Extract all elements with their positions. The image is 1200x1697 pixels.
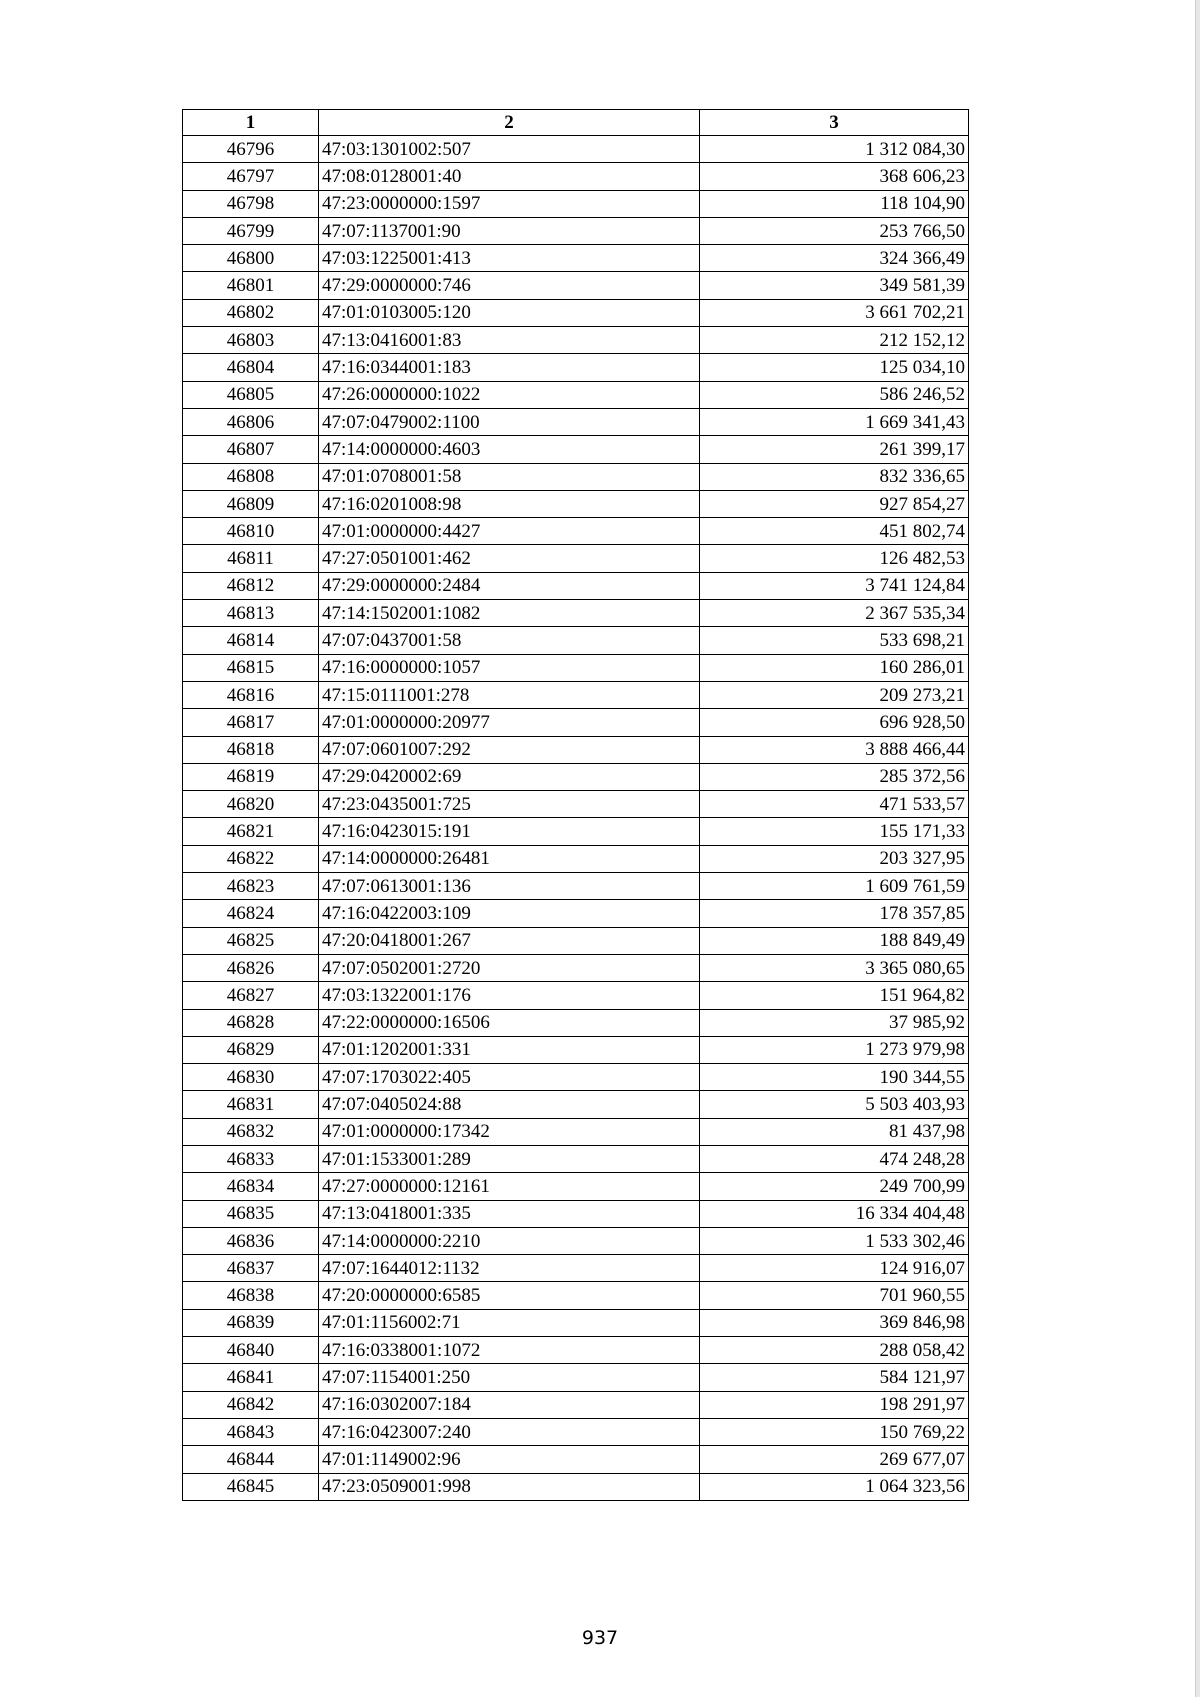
cadastral-value-cell: 150 769,22: [700, 1418, 969, 1445]
cadastral-number-cell: 47:07:1644012:1132: [319, 1255, 700, 1282]
table-row: [183, 490, 969, 517]
table-row: [183, 654, 969, 681]
cadastral-number-cell: 47:23:0509001:998: [319, 1473, 700, 1500]
cadastral-value-cell: 1 609 761,59: [700, 873, 969, 900]
page-edge: [1195, 0, 1200, 1697]
cadastral-number-cell: 47:07:0613001:136: [319, 873, 700, 900]
cadastral-number-cell: 47:14:0000000:2210: [319, 1227, 700, 1254]
cadastral-value-cell: 118 104,90: [700, 190, 969, 217]
table-row: [183, 245, 969, 272]
row-number-cell: 46797: [183, 163, 319, 190]
row-number-cell: 46815: [183, 654, 319, 681]
row-number-cell: 46808: [183, 463, 319, 490]
table-row: [183, 1473, 969, 1500]
row-number-cell: 46835: [183, 1200, 319, 1227]
cadastral-number-cell: 47:03:1301002:507: [319, 136, 700, 163]
table-row: [183, 1255, 969, 1282]
row-number-cell: 46812: [183, 572, 319, 599]
cadastral-number-cell: 47:22:0000000:16506: [319, 1009, 700, 1036]
row-number-cell: 46830: [183, 1064, 319, 1091]
table-row: [183, 1200, 969, 1227]
cadastral-number-cell: 47:01:0000000:4427: [319, 518, 700, 545]
cadastral-value-cell: 584 121,97: [700, 1364, 969, 1391]
cadastral-number-cell: 47:14:0000000:4603: [319, 436, 700, 463]
cadastral-number-cell: 47:20:0000000:6585: [319, 1282, 700, 1309]
table-row: [183, 190, 969, 217]
row-number-cell: 46798: [183, 190, 319, 217]
page-number: 937: [581, 1627, 619, 1649]
cadastral-value-cell: 269 677,07: [700, 1446, 969, 1473]
table-row: [183, 1118, 969, 1145]
row-number-cell: 46811: [183, 545, 319, 572]
row-number-cell: 46818: [183, 736, 319, 763]
cadastral-value-cell: 261 399,17: [700, 436, 969, 463]
row-number-cell: 46836: [183, 1227, 319, 1254]
cadastral-number-cell: 47:13:0418001:335: [319, 1200, 700, 1227]
table-row: [183, 954, 969, 981]
cadastral-number-cell: 47:07:0479002:1100: [319, 408, 700, 435]
row-number-cell: 46821: [183, 818, 319, 845]
cadastral-value-cell: 160 286,01: [700, 654, 969, 681]
cadastral-value-cell: 324 366,49: [700, 245, 969, 272]
row-number-cell: 46810: [183, 518, 319, 545]
table-row: [183, 299, 969, 326]
cadastral-value-cell: 151 964,82: [700, 982, 969, 1009]
row-number-cell: 46822: [183, 845, 319, 872]
table-row: [183, 1009, 969, 1036]
cadastral-number-cell: 47:01:0000000:17342: [319, 1118, 700, 1145]
table-row: [183, 1064, 969, 1091]
cadastral-value-cell: 212 152,12: [700, 327, 969, 354]
cadastral-number-cell: 47:27:0501001:462: [319, 545, 700, 572]
row-number-cell: 46819: [183, 763, 319, 790]
cadastral-value-cell: 2 367 535,34: [700, 600, 969, 627]
table-row: [183, 818, 969, 845]
cadastral-value-cell: 369 846,98: [700, 1309, 969, 1336]
cadastral-value-cell: 155 171,33: [700, 818, 969, 845]
cadastral-value-cell: 16 334 404,48: [700, 1200, 969, 1227]
row-number-cell: 46820: [183, 791, 319, 818]
cadastral-number-cell: 47:01:0000000:20977: [319, 709, 700, 736]
column-header-1: 1: [183, 110, 319, 136]
cadastral-number-cell: 47:01:1149002:96: [319, 1446, 700, 1473]
row-number-cell: 46837: [183, 1255, 319, 1282]
table-row: [183, 1337, 969, 1364]
row-number-cell: 46800: [183, 245, 319, 272]
cadastral-value-cell: 1 273 979,98: [700, 1036, 969, 1063]
cadastral-value-cell: 1 533 302,46: [700, 1227, 969, 1254]
cadastral-number-cell: 47:07:1703022:405: [319, 1064, 700, 1091]
cadastral-number-cell: 47:07:0405024:88: [319, 1091, 700, 1118]
table-row: [183, 1418, 969, 1445]
cadastral-value-cell: 474 248,28: [700, 1145, 969, 1172]
row-number-cell: 46814: [183, 627, 319, 654]
cadastral-number-cell: 47:07:1137001:90: [319, 217, 700, 244]
cadastral-number-cell: 47:14:0000000:26481: [319, 845, 700, 872]
cadastral-number-cell: 47:03:1322001:176: [319, 982, 700, 1009]
cadastral-number-cell: 47:26:0000000:1022: [319, 381, 700, 408]
cadastral-value-cell: 832 336,65: [700, 463, 969, 490]
cadastral-number-cell: 47:13:0416001:83: [319, 327, 700, 354]
table-row: [183, 709, 969, 736]
row-number-cell: 46832: [183, 1118, 319, 1145]
table-row: [183, 627, 969, 654]
table-body: [183, 136, 969, 1501]
cadastral-value-cell: 253 766,50: [700, 217, 969, 244]
row-number-cell: 46824: [183, 900, 319, 927]
cadastral-number-cell: 47:01:1533001:289: [319, 1145, 700, 1172]
table-row: [183, 518, 969, 545]
cadastral-number-cell: 47:23:0435001:725: [319, 791, 700, 818]
row-number-cell: 46802: [183, 299, 319, 326]
table-row: [183, 572, 969, 599]
row-number-cell: 46831: [183, 1091, 319, 1118]
table-row: [183, 1036, 969, 1063]
row-number-cell: 46828: [183, 1009, 319, 1036]
cadastral-number-cell: 47:27:0000000:12161: [319, 1173, 700, 1200]
table-row: [183, 217, 969, 244]
table-row: [183, 354, 969, 381]
cadastral-number-cell: 47:16:0423007:240: [319, 1418, 700, 1445]
row-number-cell: 46842: [183, 1391, 319, 1418]
cadastral-number-cell: 47:01:1202001:331: [319, 1036, 700, 1063]
cadastral-value-cell: 124 916,07: [700, 1255, 969, 1282]
table-row: [183, 381, 969, 408]
cadastral-number-cell: 47:23:0000000:1597: [319, 190, 700, 217]
cadastral-number-cell: 47:03:1225001:413: [319, 245, 700, 272]
row-number-cell: 46807: [183, 436, 319, 463]
table-row: [183, 1391, 969, 1418]
table-row: [183, 873, 969, 900]
cadastral-number-cell: 47:01:0708001:58: [319, 463, 700, 490]
table-row: [183, 545, 969, 572]
cadastral-value-cell: 178 357,85: [700, 900, 969, 927]
cadastral-value-cell: 701 960,55: [700, 1282, 969, 1309]
cadastral-value-cell: 927 854,27: [700, 490, 969, 517]
cadastral-value-cell: 288 058,42: [700, 1337, 969, 1364]
table-row: [183, 163, 969, 190]
cadastral-number-cell: 47:14:1502001:1082: [319, 600, 700, 627]
row-number-cell: 46838: [183, 1282, 319, 1309]
table-row: [183, 136, 969, 163]
cadastral-value-cell: 81 437,98: [700, 1118, 969, 1145]
cadastral-value-cell: 285 372,56: [700, 763, 969, 790]
cadastral-number-cell: 47:08:0128001:40: [319, 163, 700, 190]
table-row: [183, 1227, 969, 1254]
row-number-cell: 46813: [183, 600, 319, 627]
cadastral-value-cell: 696 928,50: [700, 709, 969, 736]
row-number-cell: 46816: [183, 681, 319, 708]
row-number-cell: 46833: [183, 1145, 319, 1172]
table-row: [183, 982, 969, 1009]
cadastral-value-cell: 5 503 403,93: [700, 1091, 969, 1118]
cadastral-value-cell: 471 533,57: [700, 791, 969, 818]
cadastral-value-cell: 209 273,21: [700, 681, 969, 708]
table-row: [183, 736, 969, 763]
cadastral-value-cell: 3 741 124,84: [700, 572, 969, 599]
row-number-cell: 46823: [183, 873, 319, 900]
cadastral-value-cell: 126 482,53: [700, 545, 969, 572]
cadastral-value-cell: 3 365 080,65: [700, 954, 969, 981]
table-row: [183, 463, 969, 490]
cadastral-number-cell: 47:16:0344001:183: [319, 354, 700, 381]
cadastral-number-cell: 47:16:0338001:1072: [319, 1337, 700, 1364]
table-row: [183, 927, 969, 954]
table-row: [183, 763, 969, 790]
cadastral-value-cell: 3 661 702,21: [700, 299, 969, 326]
cadastral-number-cell: 47:07:0601007:292: [319, 736, 700, 763]
cadastral-value-cell: 451 802,74: [700, 518, 969, 545]
cadastral-value-cell: 368 606,23: [700, 163, 969, 190]
cadastral-value-cell: 349 581,39: [700, 272, 969, 299]
table-row: [183, 327, 969, 354]
cadastral-value-cell: 37 985,92: [700, 1009, 969, 1036]
row-number-cell: 46834: [183, 1173, 319, 1200]
row-number-cell: 46805: [183, 381, 319, 408]
cadastral-number-cell: 47:07:0437001:58: [319, 627, 700, 654]
table-header-row: [183, 110, 969, 136]
table-row: [183, 1364, 969, 1391]
table-row: [183, 1446, 969, 1473]
cadastral-number-cell: 47:16:0000000:1057: [319, 654, 700, 681]
row-number-cell: 46803: [183, 327, 319, 354]
cadastral-number-cell: 47:07:0502001:2720: [319, 954, 700, 981]
table-row: [183, 1282, 969, 1309]
row-number-cell: 46839: [183, 1309, 319, 1336]
row-number-cell: 46829: [183, 1036, 319, 1063]
cadastral-value-cell: 198 291,97: [700, 1391, 969, 1418]
row-number-cell: 46840: [183, 1337, 319, 1364]
table-row: [183, 1145, 969, 1172]
cadastral-number-cell: 47:29:0000000:746: [319, 272, 700, 299]
cadastral-number-cell: 47:07:1154001:250: [319, 1364, 700, 1391]
row-number-cell: 46806: [183, 408, 319, 435]
table-row: [183, 1309, 969, 1336]
cadastral-value-cell: 203 327,95: [700, 845, 969, 872]
cadastral-number-cell: 47:16:0423015:191: [319, 818, 700, 845]
row-number-cell: 46804: [183, 354, 319, 381]
column-header-3: 3: [700, 110, 969, 136]
cadastral-value-cell: 533 698,21: [700, 627, 969, 654]
table-row: [183, 1173, 969, 1200]
table-row: [183, 436, 969, 463]
cadastral-number-cell: 47:01:0103005:120: [319, 299, 700, 326]
cadastral-number-cell: 47:29:0000000:2484: [319, 572, 700, 599]
table-row: [183, 681, 969, 708]
table-row: [183, 845, 969, 872]
cadastral-number-cell: 47:29:0420002:69: [319, 763, 700, 790]
row-number-cell: 46826: [183, 954, 319, 981]
row-number-cell: 46799: [183, 217, 319, 244]
cadastral-value-cell: 3 888 466,44: [700, 736, 969, 763]
cadastral-number-cell: 47:15:0111001:278: [319, 681, 700, 708]
row-number-cell: 46827: [183, 982, 319, 1009]
row-number-cell: 46825: [183, 927, 319, 954]
table-row: [183, 791, 969, 818]
cadastral-value-cell: 125 034,10: [700, 354, 969, 381]
cadastral-value-cell: 1 669 341,43: [700, 408, 969, 435]
table-row: [183, 900, 969, 927]
cadastral-value-cell: 188 849,49: [700, 927, 969, 954]
cadastral-value-cell: 586 246,52: [700, 381, 969, 408]
cadastral-number-cell: 47:01:1156002:71: [319, 1309, 700, 1336]
row-number-cell: 46796: [183, 136, 319, 163]
cadastral-number-cell: 47:16:0422003:109: [319, 900, 700, 927]
row-number-cell: 46809: [183, 490, 319, 517]
row-number-cell: 46801: [183, 272, 319, 299]
row-number-cell: 46841: [183, 1364, 319, 1391]
cadastral-value-cell: 249 700,99: [700, 1173, 969, 1200]
cadastral-value-cell: 190 344,55: [700, 1064, 969, 1091]
cadastral-number-cell: 47:16:0201008:98: [319, 490, 700, 517]
cadastral-value-cell: 1 312 084,30: [700, 136, 969, 163]
table-row: [183, 408, 969, 435]
row-number-cell: 46843: [183, 1418, 319, 1445]
column-header-2: 2: [319, 110, 700, 136]
data-table: [182, 109, 969, 1501]
table-row: [183, 1091, 969, 1118]
cadastral-value-cell: 1 064 323,56: [700, 1473, 969, 1500]
cadastral-number-cell: 47:20:0418001:267: [319, 927, 700, 954]
row-number-cell: 46817: [183, 709, 319, 736]
table-row: [183, 600, 969, 627]
row-number-cell: 46845: [183, 1473, 319, 1500]
row-number-cell: 46844: [183, 1446, 319, 1473]
cadastral-number-cell: 47:16:0302007:184: [319, 1391, 700, 1418]
table-row: [183, 272, 969, 299]
